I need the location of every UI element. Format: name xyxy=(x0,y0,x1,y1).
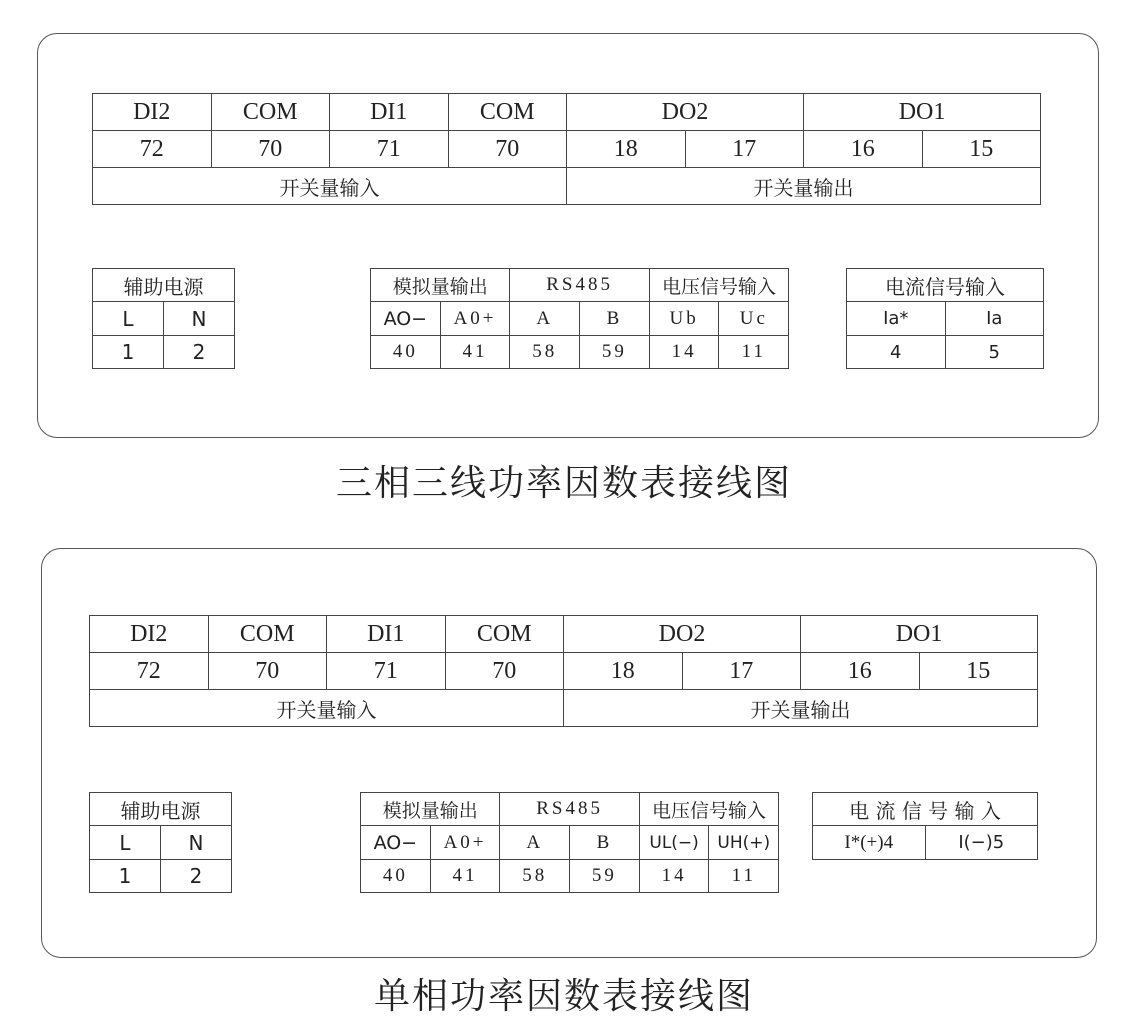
analog-output-header: 模拟量输出 xyxy=(371,269,510,302)
current-input-title: 电流信号输入 xyxy=(847,269,1044,302)
terminal-number: 71 xyxy=(330,131,449,168)
terminal-number: 71 xyxy=(327,653,446,690)
terminal-number: 41 xyxy=(440,336,510,369)
group-label-digital-input: 开关量输入 xyxy=(93,168,567,205)
terminal-number: 5 xyxy=(945,336,1044,369)
terminal-number: 2 xyxy=(161,860,232,893)
terminal-number: 17 xyxy=(682,653,801,690)
terminal-label-b: B xyxy=(580,302,650,336)
terminal-number: 11 xyxy=(719,336,789,369)
terminal-label-l: L xyxy=(90,826,161,860)
analog-output-header: 模拟量输出 xyxy=(361,793,500,826)
terminal-number: 18 xyxy=(567,131,686,168)
aux-power-table xyxy=(92,268,235,369)
terminal-number: 14 xyxy=(639,860,709,893)
terminal-label-di2: DI2 xyxy=(93,94,212,131)
terminal-number: 15 xyxy=(919,653,1038,690)
signal-terminal-table xyxy=(360,792,779,893)
current-input-title: 电 流 信 号 输 入 xyxy=(813,793,1038,826)
terminal-number: 2 xyxy=(164,336,235,369)
terminal-label-com: COM xyxy=(211,94,330,131)
io-terminal-table xyxy=(89,615,1038,727)
terminal-number: 72 xyxy=(90,653,209,690)
terminal-label-do2: DO2 xyxy=(564,616,801,653)
group-label-digital-input: 开关量输入 xyxy=(90,690,564,727)
current-input-table xyxy=(846,268,1044,369)
terminal-label-ia: Ia xyxy=(945,302,1044,336)
terminal-number: 17 xyxy=(685,131,804,168)
terminal-label-com: COM xyxy=(208,616,327,653)
terminal-label-l: L xyxy=(93,302,164,336)
terminal-label-ao-plus: A0+ xyxy=(440,302,510,336)
terminal-label-uh: UH(+) xyxy=(709,826,779,860)
terminal-label-i-plus: I*(+)4 xyxy=(813,826,926,860)
terminal-label-ul: UL(−) xyxy=(639,826,709,860)
terminal-label-com: COM xyxy=(445,616,564,653)
terminal-label-do1: DO1 xyxy=(804,94,1041,131)
terminal-number: 70 xyxy=(448,131,567,168)
terminal-number: 16 xyxy=(804,131,923,168)
terminal-label-ub: Ub xyxy=(649,302,719,336)
terminal-number: 40 xyxy=(361,860,431,893)
single-phase-caption: 单相功率因数表接线图 xyxy=(373,976,754,1017)
terminal-label-ao-minus: AO− xyxy=(361,826,431,860)
terminal-label-uc: Uc xyxy=(719,302,789,336)
terminal-label-n: N xyxy=(164,302,235,336)
signal-terminal-table xyxy=(370,268,789,369)
aux-power-table xyxy=(89,792,232,893)
terminal-number: 70 xyxy=(445,653,564,690)
terminal-number: 4 xyxy=(847,336,946,369)
rs485-header: RS485 xyxy=(500,793,639,826)
terminal-number: 58 xyxy=(510,336,580,369)
current-input-table xyxy=(812,792,1038,860)
terminal-label-a: A xyxy=(510,302,580,336)
terminal-label-a: A xyxy=(500,826,570,860)
terminal-label-com: COM xyxy=(448,94,567,131)
terminal-number: 59 xyxy=(580,336,650,369)
terminal-number: 72 xyxy=(93,131,212,168)
terminal-number: 11 xyxy=(709,860,779,893)
terminal-number: 1 xyxy=(93,336,164,369)
terminal-label-do1: DO1 xyxy=(801,616,1038,653)
terminal-number: 18 xyxy=(564,653,683,690)
terminal-number: 70 xyxy=(208,653,327,690)
terminal-label-di1: DI1 xyxy=(327,616,446,653)
terminal-number: 40 xyxy=(371,336,441,369)
terminal-label-b: B xyxy=(570,826,640,860)
terminal-label-n: N xyxy=(161,826,232,860)
terminal-label-di2: DI2 xyxy=(90,616,209,653)
terminal-label-do2: DO2 xyxy=(567,94,804,131)
terminal-number: 58 xyxy=(500,860,570,893)
terminal-number: 15 xyxy=(922,131,1041,168)
group-label-digital-output: 开关量输出 xyxy=(567,168,1041,205)
aux-power-title: 辅助电源 xyxy=(93,269,235,302)
io-terminal-table xyxy=(92,93,1041,205)
three-phase-caption: 三相三线功率因数表接线图 xyxy=(335,463,792,504)
voltage-input-header: 电压信号输入 xyxy=(639,793,778,826)
terminal-label-ia-star: Ia* xyxy=(847,302,946,336)
terminal-number: 59 xyxy=(570,860,640,893)
terminal-label-i-minus: I(−)5 xyxy=(925,826,1038,860)
terminal-number: 16 xyxy=(801,653,920,690)
aux-power-title: 辅助电源 xyxy=(90,793,232,826)
terminal-number: 41 xyxy=(430,860,500,893)
terminal-label-ao-minus: AO− xyxy=(371,302,441,336)
terminal-label-ao-plus: A0+ xyxy=(430,826,500,860)
group-label-digital-output: 开关量输出 xyxy=(564,690,1038,727)
rs485-header: RS485 xyxy=(510,269,649,302)
voltage-input-header: 电压信号输入 xyxy=(649,269,788,302)
terminal-label-di1: DI1 xyxy=(330,94,449,131)
terminal-number: 70 xyxy=(211,131,330,168)
terminal-number: 14 xyxy=(649,336,719,369)
single-phase-panel xyxy=(41,548,1097,958)
terminal-number: 1 xyxy=(90,860,161,893)
